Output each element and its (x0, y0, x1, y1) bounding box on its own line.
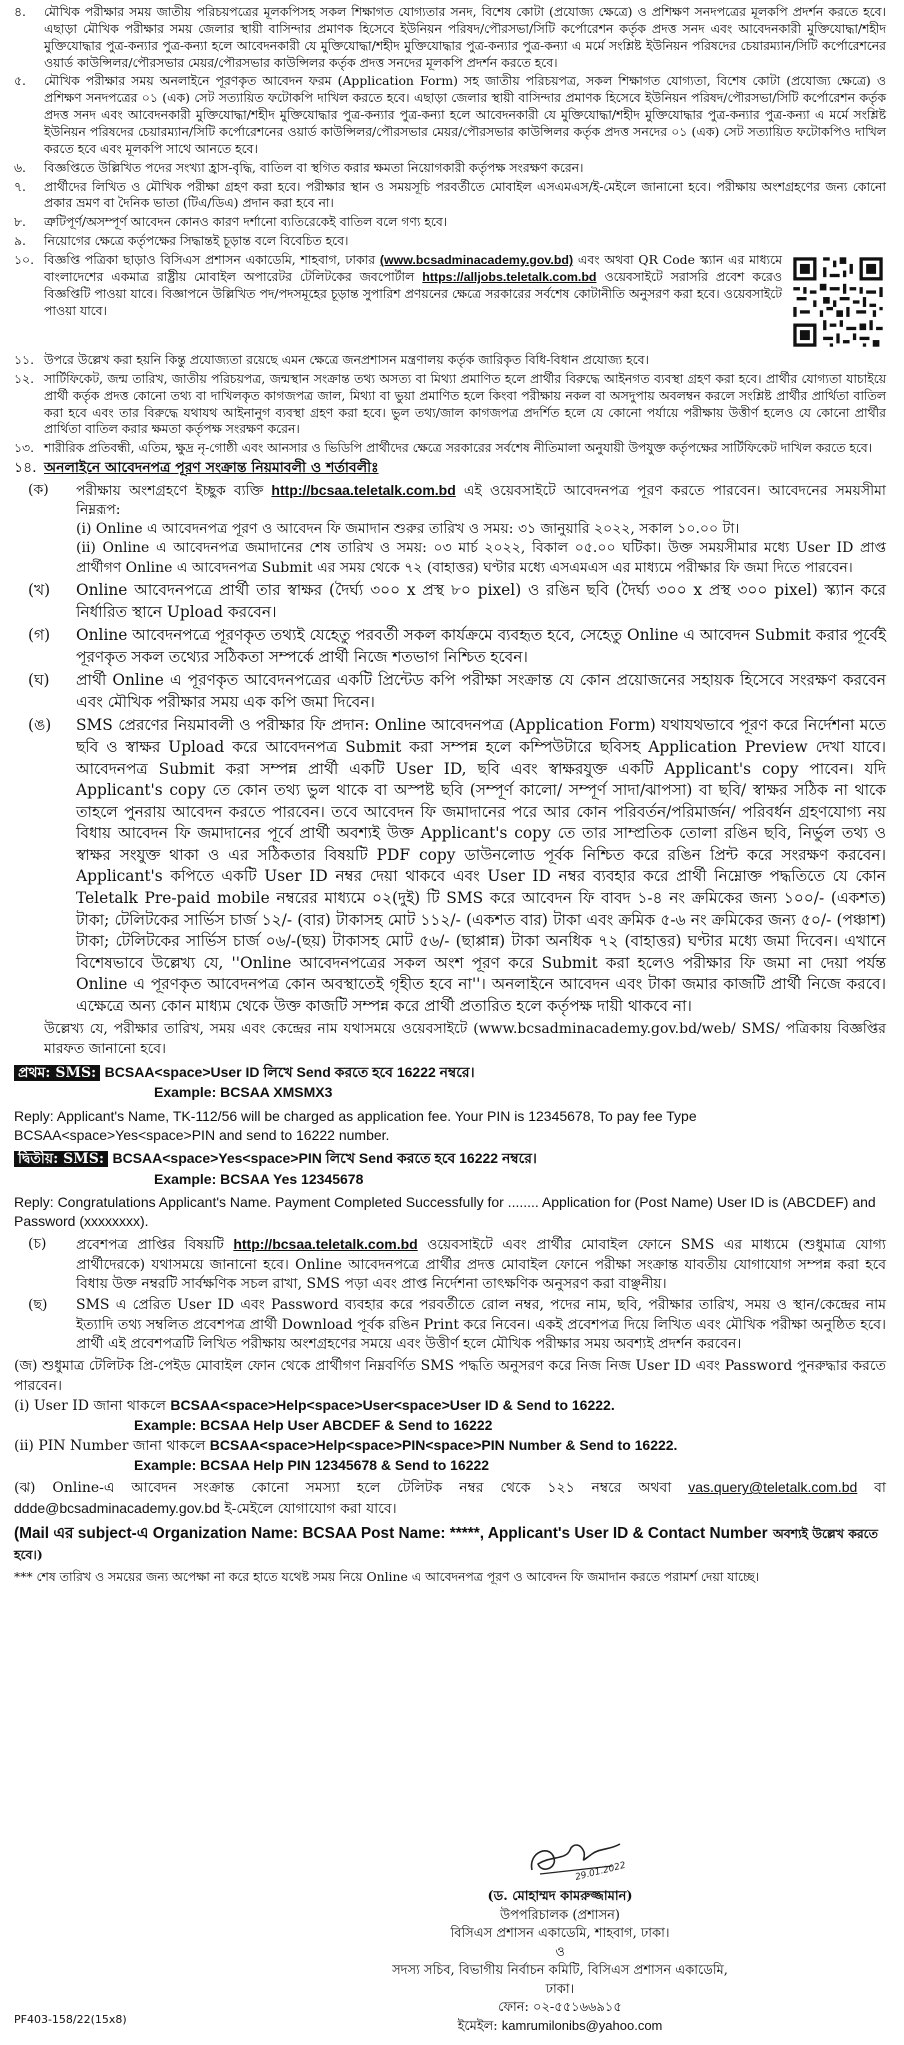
recover-pin-command: BCSAA<space>Help<space>PIN<space>PIN Number & Send to 16222. (209, 1436, 678, 1453)
sms-example: Example: BCSAA Yes 12345678 (154, 1170, 364, 1187)
subclause-ka: (ক) পরীক্ষায় অংশগ্রহণে ইচ্ছুক ব্যক্তি http://bcsaa.teletalk.com.bd এই ওয়েবসাইটে আবেদনপত্র পূরণ করতে পারবেন। আবেদনের সময়সীমা নিম্নরূপ: (i) Online এ আবেদনপত্র পূরণ ও আবেদন ফি জমাদান শুরুর তারিখ ও সময়: ৩১ জানুয়ারি ২০২২, সকাল ১০.০০ টা। (ii) Online এ আবেদনপত্র জমাদানের শেষ তারিখ ও সময়: ০৩ মার্চ ২০২২, বিকাল ০৫.০০ ঘটিকা। উক্ত সময়সীমার মধ্যে User ID প্রাপ্ত প্রার্থীগণ Online এ আবেদনপত্র Submit এর সময় থেকে ৭২ (বাহাত্তর) ঘণ্টার মধ্যে এসএমএস এর মাধ্যমে পরীক্ষার ফি জমা দিতে পারবেন। (14, 481, 886, 579)
clause-number: ১১. (14, 352, 35, 368)
subclause-text: SMS এ প্রেরিত User ID এবং Password ব্যবহার করে পরবর্তীতে রোল নম্বর, পদের নাম, ছবি, পরীক্ষার তারিখ, সময় ও স্থান/কেন্দ্রের নাম ইত্যাদি তথ্য সম্বলিত প্রবেশপত্র প্রার্থী Download পূর্বক রঙিন Print করে নিবেন। একই প্রবেশপত্র দিয়ে লিখিত এবং মৌখিক পরীক্ষা অনুষ্ঠিত হবে। প্রার্থী এই প্রবেশপত্রটি লিখিত পরীক্ষায় অংশগ্রহণের সময়ে এবং উত্তীর্ণ হলে মৌখিক পরীক্ষার সময় অবশ্যই প্রদর্শন করবেন। (76, 1297, 886, 1352)
subclause-chha (14, 1296, 886, 1354)
clause-text: ত্রুটিপূর্ণ/অসম্পূর্ণ আবেদন কোনও কারণ দর্শানো ব্যতিরেকেই বাতিল বলে গণ্য হবে। (44, 214, 448, 230)
svg-text:29.01.2022: 29.01.2022 (574, 1860, 627, 1882)
clause-10 (14, 252, 886, 350)
subclause-label: (ছ) (28, 1297, 48, 1314)
sms-reply-1: Reply: Applicant's Name, TK-112/56 will be charged as application fee. Your PIN is 12345678, To pay fee Type BCSAA<space>Yes<space>PIN and send to 16222 number. (14, 1107, 697, 1143)
clause-text: প্রার্থীদের লিখিত ও মৌখিক পরীক্ষা গ্রহণ করা হবে। পরীক্ষার স্থান ও সময়সূচি পরবর্তীতে মোবাইল এসএমএস/ই-মেইলে জানানো হবে। পরীক্ষায় অংশগ্রহণের জন্য কোনো প্রকার ভ্রমণ বা দৈনিক ভাতা (টিএ/ডিএ) প্রদান করা হবে না। (44, 178, 886, 211)
subclause-label: (ঙ) (28, 716, 52, 735)
clause-number: ৯. (14, 233, 26, 249)
clause-text: উপরে উল্লেখ করা হয়নি কিন্তু প্রযোজ্যতা রয়েছে এমন ক্ষেত্রে জনপ্রশাসন মন্ত্রণালয় কর্তৃক জারিকৃত বিধি-বিধান প্রযোজ্য হবে। (44, 352, 649, 368)
signatory-title: উপপরিচালক (প্রশাসন) (499, 1907, 620, 1923)
subclause-kha (14, 580, 886, 623)
subclause-label: (খ) (28, 581, 51, 600)
subclause-text: প্রার্থী Online এ পূরণকৃত আবেদনপত্রের একটি প্রিন্টেড কপি পরীক্ষা সংক্রান্ত যে কোন প্রয়োজনের সহায়ক হিসেবে সংরক্ষণ করবেন এবং মৌখিক পরীক্ষার সময় এক কপি জমা দিবেন। (76, 671, 886, 711)
subclause-umo (14, 715, 886, 1017)
subclause-text: SMS প্রেরণের নিয়মাবলী ও পরীক্ষার ফি প্রদান: Online আবেদনপত্র (Application Form) যথাযথভাবে পূরণ করে নির্দেশনা মতে ছবি ও স্বাক্ষর Upload করে আবেদনপত্র Submit করা সম্পন্ন হলে কম্পিউটারে ছবিসহ Application Preview দেখা যাবে। আবেদনপত্র Submit করা সম্পন্ন প্রার্থী একটি User ID, ছবি এবং স্বাক্ষরযুক্ত একটি Applicant's copy পাবেন। যদি Applicant's copy তে কোন তথ্য ভুল থাকে বা অস্পষ্ট ছবি (সম্পূর্ণ কালো/ সম্পূর্ণ সাদা/ঝাপসা) বা ছবি/ স্বাক্ষর সঠিক না থাকে তাহলে পুনরায় আবেদন করতে পারবেন। তবে আবেদন ফি জমাদানের পরে আর কোন পরিবর্তন/পরিমার্জন/ পরিবর্ধন গ্রহণযোগ্য নয় বিধায় আবেদন ফি জমাদানের পূর্বে প্রার্থী অবশ্যই উক্ত Applicant's copy তে তার সাম্প্রতিক তোলা রঙিন ছবি, নির্ভুল তথ্য ও স্বাক্ষর সংযুক্ত থাকা ও এর সঠিকতার বিষয়টি PDF copy ডাউনলোড পূর্বক নিশ্চিত করে রঙিন প্রিন্ট করে সংরক্ষণ করবেন। Applicant's কপিতে একটি User ID নম্বর দেয়া থাকবে এবং User ID নম্বর ব্যবহার করে প্রার্থী নিম্নোক্ত পদ্ধতিতে যে কোন Teletalk Pre-paid mobile নম্বরের মাধ্যমে ০২(দুই) টি SMS করে আবেদন ফি বাবদ ১-৪ নং ক্রমিকের জন্য ১০০/- (একশত) টাকা; টেলিটকের সার্ভিস চার্জ ১২/- (বার) টাকাসহ মোট ১১২/- (একশত বার) টাকা এবং ক্রমিক ৫-৬ নং ক্রমিকের জন্য ৫০/- (পঞ্চাশ) টাকা; টেলিটকের সার্ভিস চার্জ ০৬/-(ছয়) টাকাসহ মোট ৫৬/- (ছাপ্পান্ন) টাকা অনধিক ৭২ (বাহাত্তর) ঘণ্টার মধ্যে জমা দিবেন। এখানে বিশেষভাবে উল্লেখ্য যে, ''Online আবেদনপত্রের সকল অংশ পূরণ করে Submit করা হলেও পরীক্ষার ফি জমা না দেয়া পর্যন্ত Online এ পূরণকৃত আবেদনপত্র কোন অবস্থাতেই গৃহীত হবে না''। অনলাইনে আবেদন এবং টাকা জমার কাজটি প্রার্থী নিজে করবে। এক্ষেত্রে অন্য কোন মাধ্যম থেকে উক্ত কাজটি সম্পন্ন করে প্রার্থী প্রতারিত হলে কর্তৃপক্ষ দায়ী থাকবে না। (76, 716, 886, 1015)
clause-12 (14, 371, 886, 438)
clause-number: ১০. (14, 252, 35, 268)
subclause-ga (14, 625, 886, 668)
clause-number: ৮. (14, 214, 26, 230)
clause-11 (14, 352, 886, 369)
clause-number: ১৩. (14, 440, 35, 456)
recover-user-id-example: Example: BCSAA Help User ABCDEF & Send to 16222 (134, 1417, 493, 1434)
subclause-label: (ঘ) (28, 671, 50, 690)
clause-text: বিজ্ঞপ্তিতে উল্লিখিত পদের সংখ্যা হ্রাস-বৃদ্ধি, বাতিল বা স্থগিত করার ক্ষমতা নিয়োগকারী কর্তৃপক্ষ সংরক্ষণ করেন। (44, 159, 584, 175)
schedule-note: উল্লেখ্য যে, পরীক্ষার তারিখ, সময় এবং কেন্দ্রের নাম যথাসময়ে ওয়েবসাইটে (www.bcsadminacademy.gov.bd/web/ SMS/ পত্রিকায় বিজ্ঞপ্তির মারফত জানানো হবে। (44, 1021, 886, 1057)
print-reference: PF403-158/22(15x8) (14, 2013, 127, 2026)
academy-website-link[interactable]: (www.bcsadminacademy.gov.bd) (379, 253, 574, 268)
clause-text: মৌখিক পরীক্ষার সময় অনলাইনে পূরণকৃত আবেদন ফরম (Application Form) সহ জাতীয় পরিচয়পত্র, সকল শিক্ষাগত যোগ্যতা, বিশেষ কোটা (প্রযোজ্য ক্ষেত্রে) ও প্রশিক্ষণ সনদপত্রের ০১ (এক) সেট সত্যায়িত ফটোকপি দাখিল করতে হবে। এছাড়া জেলার স্থায়ী বাসিন্দার প্রমাণক হিসেবে ইউনিয়ন পরিষদ/পৌরসভা/সিটি কর্পোরেশন কর্তৃক প্রদত্ত সনদ এবং আবেদনকারী মুক্তিযোদ্ধা/শহীদ মুক্তিযোদ্ধার পুত্র-কন্যার পুত্র-কন্যা হলে আবেদনকারী যে মুক্তিযোদ্ধা/শহীদ মুক্তিযোদ্ধার পুত্র-কন্যার পুত্র-কন্যা এ মর্মে সংশ্লিষ্ট ইউনিয়ন পরিষদের চেয়ারম্যান/সিটি কর্পোরেশনের ওয়ার্ড কাউন্সিলর/পৌরসভার মেয়র/পৌরসভার কাউন্সিলর কর্তৃক প্রদত্ত সনদের ০১ (এক) সেট সত্যায়িত ফটোকপিও দাখিল করতে হবে এবং মূলকপি সাথে আনতে হবে। (44, 73, 886, 156)
application-site-link[interactable]: http://bcsaa.teletalk.com.bd (271, 481, 456, 498)
subclause-text: Online আবেদনপত্রে পূরণকৃত তথ্যই যেহেতু পরবর্তী সকল কার্যক্রমে ব্যবহৃত হবে, সেহেতু Online এ আবেদন Submit করার পূর্বেই পূরণকৃত সকল তথ্যের সঠিকতা সম্পর্কে প্রার্থী নিজে শতভাগ নিশ্চিত হবেন। (76, 626, 886, 666)
clause-text: শারীরিক প্রতিবন্ধী, এতিম, ক্ষুদ্র নৃ-গোষ্ঠী এবং আনসার ও ভিডিপি প্রার্থীদের ক্ষেত্রে সরকারের সর্বশেষ নীতিমালা অনুযায়ী উপযুক্ত কর্তৃপক্ষের সার্টিফিকেট দাখিল করতে হবে। (44, 440, 873, 456)
end-date-line: (ii) Online এ আবেদনপত্র জমাদানের শেষ তারিখ ও সময়: ০৩ মার্চ ২০২২, বিকাল ০৫.০০ ঘটিকা। উক্ত সময়সীমার মধ্যে User ID প্রাপ্ত প্রার্থীগণ Online এ আবেদনপত্র Submit এর সময় থেকে ৭২ (বাহাত্তর) ঘণ্টার মধ্যে এসএমএস এর মাধ্যমে পরীক্ষার ফি জমা দিতে পারবেন। (76, 540, 886, 576)
admit-card-site-link[interactable]: http://bcsaa.teletalk.com.bd (233, 1236, 418, 1253)
start-date-line: (i) Online এ আবেদনপত্র পূরণ ও আবেদন ফি জমাদান শুরুর তারিখ ও সময়: ৩১ জানুয়ারি ২০২২, সকাল ১০.০০ টা। (76, 521, 740, 538)
recover-user-id-command: BCSAA<space>Help<space>User<space>User ID & Send to 16222. (170, 1396, 615, 1413)
signatory-org: বিসিএস প্রশাসন একাডেমি, শাহবাগ, ঢাকা। (450, 1926, 670, 1942)
subclause-gha (14, 670, 886, 713)
clause-number: ১৪. (14, 460, 37, 477)
signatory-email-line: ইমেইল: kamrumilonibs@yahoo.com (457, 2018, 663, 2034)
conjunction: ও (555, 1944, 565, 1960)
clause-13 (14, 440, 886, 457)
clause-text: বিজ্ঞপ্তি পত্রিকা ছাড়াও বিসিএস প্রশাসন একাডেমি, শাহবাগ, ঢাকার (www.bcsadminacademy.gov.bd) এবং অথবা QR Code স্ক্যান এর মাধ্যমে বাংলাদেশের একমাত্র রাষ্ট্রীয় মোবাইল অপারেটর টেলিটকের জবপোর্টাল https://alljobs.teletalk.com.bd ওয়েবসাইটে সরাসরি প্রবেশ করেও বিজ্ঞপ্তিটি পাওয়া যাবে। বিজ্ঞাপনে উল্লিখিত পদ/পদসমূহের চূড়ান্ত সুপারিশ প্রণয়নের ক্ষেত্রে সরকারের সর্বশেষ কোটানীতি অনুসরণ করা হবে। ওয়েবসাইটে পাওয়া যাবে। (44, 252, 886, 350)
clause-number: ৫. (14, 73, 26, 89)
clause-6 (14, 160, 886, 177)
recover-pin-example: Example: BCSAA Help PIN 12345678 & Send to 16222 (134, 1456, 490, 1473)
signatory-email-link[interactable]: kamrumilonibs@yahoo.com (501, 2018, 663, 2033)
qr-code-icon (790, 254, 886, 350)
recover-user-id: (i) User ID জানা থাকলে BCSAA<space>Help<space>User<space>User ID & Send to 16222. Example: BCSAA Help User ABCDEF & Send to 16222 (14, 1396, 886, 1436)
sms-reply-2: Reply: Congratulations Applicant's Name. Payment Completed Successfully for ........ Application for (Post Name) User ID is (ABCDEF) and Password (xxxxxxxx). (14, 1193, 876, 1230)
subclause-ja (14, 1357, 886, 1475)
subclause-cha: (চ) প্রবেশপত্র প্রাপ্তির বিষয়টি http://bcsaa.teletalk.com.bd ওয়েবসাইটে এবং প্রার্থীর মোবাইল ফোনে SMS এর মাধ্যমে (শুধুমাত্র যোগ্য প্রার্থীদেরকে) যথাসময়ে জানানো হবে। Online আবেদনপত্রে প্রার্থীর প্রদত্ত মোবাইল ফোনে পরীক্ষা সংক্রান্ত যাবতীয় যোগাযোগ সম্পন্ন করা হবে বিধায় উক্ত নম্বরটি সার্বক্ষণিক সচল রাখা, SMS পড়া এবং প্রাপ্ত নির্দেশনা তাৎক্ষণিক অনুসরণ করা বাঞ্ছনীয়। (14, 1235, 886, 1294)
signatory-city: ঢাকা। (545, 1981, 575, 1997)
sms-command: BCSAA<space>User ID লিখে Send করতে হবে 16222 নম্বরে। (104, 1063, 475, 1080)
clause-14 (14, 459, 886, 478)
clause-5 (14, 73, 886, 157)
subclause-label: (চ) (28, 1236, 47, 1253)
vas-query-email-link[interactable]: vas.query@teletalk.com.bd (688, 1479, 858, 1496)
signatory-phone: ফোন: ০২-৫৫১৬৬৯১৫ (498, 2000, 622, 2016)
alljobs-link[interactable]: https://alljobs.teletalk.com.bd (422, 269, 597, 284)
clause-number: ১২. (14, 370, 35, 386)
signature-block (330, 1830, 790, 2018)
clause-4 (14, 4, 886, 71)
clause-number: ৭. (14, 178, 26, 194)
section-heading: অনলাইনে আবেদনপত্র পূরণ সংক্রান্ত নিয়মাবলী ও শর্তাবলীঃ (44, 460, 379, 477)
academy-email-link[interactable]: ddde@bcsadminacademy.gov.bd (14, 1499, 220, 1516)
subclause-label: (গ) (28, 626, 51, 645)
sms-example: Example: BCSAA XMSMX3 (154, 1084, 333, 1101)
subclause-jha: (ঝ) Online-এ আবেদন সংক্রান্ত কোনো সমস্যা হলে টেলিটক নম্বর থেকে ১২১ নম্বরে অথবা vas.query@teletalk.com.bd বা ddde@bcsadminacademy.gov.bd ই-মেইলে যোগাযোগ করা যাবে। (14, 1479, 886, 1517)
clause-text: মৌখিক পরীক্ষার সময় জাতীয় পরিচয়পত্রের মূলকপিসহ সকল শিক্ষাগত যোগ্যতার সনদ, বিশেষ কোটা (প্রযোজ্য ক্ষেত্রে) ও প্রশিক্ষণ সনদপত্রের মূলকপি প্রদর্শন করতে হবে। এছাড়া মৌখিক পরীক্ষার সময় জেলার স্থায়ী বাসিন্দার প্রমাণক হিসেবে ইউনিয়ন পরিষদ/পৌরসভা/সিটি কর্পোরেশন কর্তৃক প্রদত্ত সনদ এবং আবেদনকারী মুক্তিযোদ্ধা/শহীদ মুক্তিযোদ্ধার পুত্র-কন্যার পুত্র-কন্যা হলে আবেদনকারী যে মুক্তিযোদ্ধা/শহীদ মুক্তিযোদ্ধার পুত্র-কন্যার পুত্র-কন্যা এ মর্মে সংশ্লিষ্ট ইউনিয়ন পরিষদের চেয়ারম্যান/সিটি কর্পোরেশনের ওয়ার্ড কাউন্সিলর/পৌরসভার মেয়র/পৌরসভার কাউন্সিলর কর্তৃক প্রদত্ত সনদের মূলকপি প্রদর্শন করতে হবে। (44, 4, 886, 70)
mail-subject-note: (Mail এর subject-এ Organization Name: BCSAA Post Name: *****, Applicant's User ID & Contact Number অবশ্যই উল্লেখ করতে হবে।) (14, 1524, 878, 1563)
sms-step-tag: দ্বিতীয়: SMS: (14, 1151, 108, 1167)
clause-number: ৪. (14, 4, 26, 19)
sms-step-tag: প্রথম: SMS: (14, 1065, 100, 1081)
signatory-title-2: সদস্য সচিব, বিভাগীয় নির্বাচন কমিটি, বিসিএস প্রশাসন একাডেমি, (392, 1963, 728, 1979)
clause-7 (14, 179, 886, 213)
handwritten-signature (480, 1830, 640, 1882)
sms-step-2 (14, 1149, 886, 1189)
subclause-text: (জ) শুধুমাত্র টেলিটক প্রি-পেইড মোবাইল ফোন থেকে প্রার্থীগণ নিম্নবর্ণিত SMS পদ্ধতি অনুসরণ করে নিজ নিজ User ID এবং Password পুনরুদ্ধার করতে পারবেন। (14, 1358, 886, 1394)
clause-text: সার্টিফিকেট, জন্ম তারিখ, জাতীয় পরিচয়পত্র, জন্মস্থান সংক্রান্ত তথ্য অসত্য বা মিথ্যা প্রমাণিত হলে প্রার্থীর বিরুদ্ধে আইনগত ব্যবস্থা গ্রহণ করা হবে। প্রার্থীর যোগ্যতা যাচাইয়ে প্রার্থী কর্তৃক প্রদত্ত কোনো তথ্য বা দাখিলকৃত কাগজপত্র জাল, মিথ্যা বা ভুয়া প্রমাণিত হলে কিংবা পরীক্ষায় নকল বা অসদুপায় অবলম্বন করলে সংশ্লিষ্ট প্রার্থীর প্রার্থিতা বাতিল করা হবে এবং তার বিরুদ্ধে যথাযথ আইনানুগ ব্যবস্থা গ্রহণ করা হবে। ভুল তথ্য/জাল কাগজপত্র প্রদর্শিত হলে যে কোনো পর্যায়ে পরীক্ষায় উত্তীর্ণ হলেও যে কোনো প্রার্থীর প্রার্থিতা বাতিল করার ক্ষমতা কর্তৃপক্ষ সংরক্ষণ করেন। (44, 370, 886, 437)
subclause-text: Online আবেদনপত্রে প্রার্থী তার স্বাক্ষর (দৈর্ঘ্য ৩০০ x প্রস্থ ৮০ pixel) ও রঙিন ছবি (দৈর্ঘ্য ৩০০ x প্রস্থ ৩০০ pixel) স্ক্যান করে নির্ধারিত স্থানে Upload করবেন। (76, 581, 886, 621)
sms-step-1 (14, 1063, 886, 1103)
clause-8 (14, 214, 886, 231)
signatory-name: (ড. মোহাম্মদ কামরুজ্জামান) (487, 1889, 633, 1905)
sms-command: BCSAA<space>Yes<space>PIN লিখে Send করতে হবে 16222 নম্বরে। (112, 1150, 537, 1167)
recover-pin: (ii) PIN Number জানা থাকলে BCSAA<space>Help<space>PIN<space>PIN Number & Send to 16222. Example: BCSAA Help PIN 12345678 & Send to 16222 (14, 1436, 886, 1476)
subclause-label: (ক) (28, 481, 49, 498)
clause-number: ৬. (14, 159, 26, 175)
final-advice-note: *** শেষ তারিখ ও সময়ের জন্য অপেক্ষা না করে হাতে যথেষ্ট সময় নিয়ে Online এ আবেদনপত্র পূরণ ও আবেদন ফি জমাদান করতে পরামর্শ দেয়া যাচ্ছে। (14, 1568, 760, 1584)
clause-9 (14, 233, 886, 250)
clause-text: নিয়োগের ক্ষেত্রে কর্তৃপক্ষের সিদ্ধান্তই চূড়ান্ত বলে বিবেচিত হবে। (44, 233, 349, 249)
